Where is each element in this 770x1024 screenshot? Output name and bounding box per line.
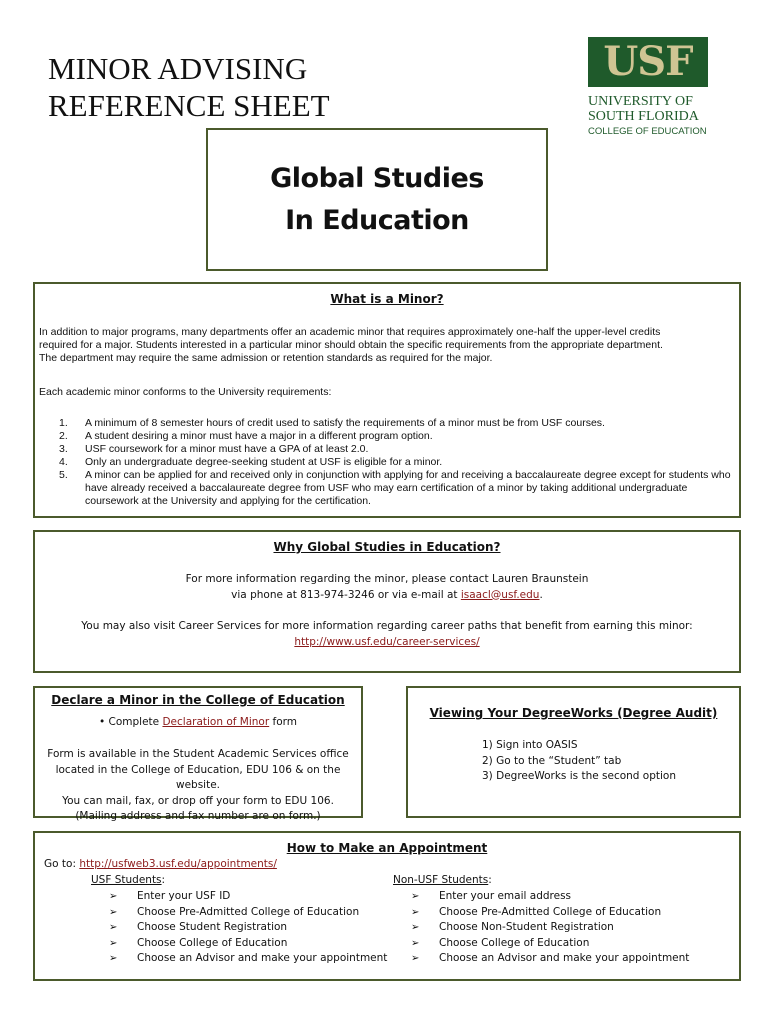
list-item: ➢ Choose College of Education <box>393 936 689 952</box>
list-item: ➢ Choose an Advisor and make your appointment <box>393 951 689 967</box>
arrow-bullet-icon: ➢ <box>411 906 420 918</box>
list-item: ➢ Choose Pre-Admitted College of Education <box>393 905 689 921</box>
page-title <box>48 50 330 124</box>
list-item: 3) DegreeWorks is the second option <box>482 770 677 782</box>
non-usf-students-column <box>393 873 492 889</box>
arrow-bullet-icon: ➢ <box>109 953 118 964</box>
degreeworks-box <box>406 686 741 818</box>
list-item: ➢ Choose an Advisor and make your appointment <box>91 951 387 967</box>
declare-minor-bullet: • Complete Declaration of Minor form <box>98 716 297 728</box>
list-item: 2. A student desiring a minor must have a major in a different program option. <box>59 430 433 442</box>
usf-logo-line2: SOUTH FLORIDA <box>588 109 699 124</box>
declaration-of-minor-link[interactable]: Declaration of Minor <box>162 716 270 728</box>
list-item: ➢ Enter your email address <box>393 889 689 905</box>
usf-logo-line1: UNIVERSITY OF <box>588 94 693 109</box>
what-is-minor-box <box>33 282 741 518</box>
list-item: ➢ Choose College of Education <box>91 936 387 952</box>
usf-students-column <box>91 873 165 889</box>
arrow-bullet-icon: ➢ <box>109 906 118 918</box>
list-item: ➢ Choose Student Registration <box>91 920 387 936</box>
career-services-link[interactable]: http://www.usf.edu/career-services/ <box>294 635 480 648</box>
list-item: 5. A minor can be applied for and received only in conjunction with applying for and receiving a baccalaureate degree except for students who have already received a baccalaureate degree from USF who may earn certification of a minor by taking additional undergraduate coursework at the University and applying for the certification. <box>59 469 731 507</box>
usf-students-steps <box>91 889 387 967</box>
list-item: 4. Only an undergraduate degree-seeking student at USF is eligible for a minor. <box>59 456 443 468</box>
declare-minor-box <box>33 686 363 822</box>
career-info: You may also visit Career Services for more information regarding career paths that benefit from earning this minor: http://www.usf.edu/career-services/ <box>81 620 693 648</box>
list-item: ➢ Enter your USF ID <box>91 889 387 905</box>
page-title-line1: MINOR ADVISING <box>48 51 308 86</box>
non-usf-students-steps <box>393 889 689 967</box>
what-is-minor-paragraph: In addition to major programs, many departments offer an academic minor that requires approximately one-half the upper-level credits required for a major. Students interested in a particular minor should obtain the specific requirements from the appropriate department. The department may require the same admission or retention standards as required for the major. <box>39 326 663 364</box>
list-item: ➢ Choose Pre-Admitted College of Education <box>91 905 387 921</box>
requirements-list <box>35 417 731 508</box>
list-item: 2) Go to the “Student” tab <box>482 754 622 767</box>
appointment-box <box>33 831 741 981</box>
appointments-link[interactable]: http://usfweb3.usf.edu/appointments/ <box>79 858 277 870</box>
program-title-line1: Global Studies <box>270 163 484 194</box>
usf-students-label: USF Students: <box>91 874 166 886</box>
list-item: 1. A minimum of 8 semester hours of credit used to satisfy the requirements of a minor must be from USF courses. <box>59 417 605 429</box>
degreeworks-heading: Viewing Your DegreeWorks (Degree Audit) <box>429 706 718 720</box>
why-heading: Why Global Studies in Education? <box>273 540 501 554</box>
arrow-bullet-icon: ➢ <box>411 891 420 902</box>
program-title-box <box>206 128 548 271</box>
arrow-bullet-icon: ➢ <box>411 937 420 949</box>
list-item: 3. USF coursework for a minor must have a GPA of at least 2.0. <box>59 443 369 455</box>
usf-logo-mark: USF <box>588 37 708 87</box>
list-item: ➢ Choose Non-Student Registration <box>393 920 689 936</box>
program-title <box>208 158 546 242</box>
arrow-bullet-icon: ➢ <box>411 922 420 933</box>
usf-logo <box>588 37 710 138</box>
usf-logo-line3: COLLEGE OF EDUCATION <box>588 126 707 137</box>
list-item: 1) Sign into OASIS <box>482 739 578 751</box>
contact-info: For more information regarding the minor, please contact Lauren Braunstein via phone at 813-974-3246 or via e-mail at isaacl@usf.edu. <box>185 573 589 601</box>
non-usf-students-label: Non-USF Students: <box>393 874 492 886</box>
degreeworks-steps <box>482 738 676 785</box>
page-title-line2: REFERENCE SHEET <box>48 88 330 123</box>
appointment-goto: Go to: http://usfweb3.usf.edu/appointments/ <box>44 858 277 870</box>
appointment-heading: How to Make an Appointment <box>286 841 488 855</box>
arrow-bullet-icon: ➢ <box>109 891 118 902</box>
arrow-bullet-icon: ➢ <box>411 953 420 964</box>
declare-minor-details: Form is available in the Student Academic Services office located in the College of Education, EDU 106 & on the website. You can mail, fax, or drop off your form to EDU 106. (Mailing address and fax number are on form.) <box>47 748 349 822</box>
why-box <box>33 530 741 673</box>
requirements-intro: Each academic minor conforms to the University requirements: <box>39 386 332 398</box>
contact-email-link[interactable]: isaacl@usf.edu <box>460 588 540 601</box>
arrow-bullet-icon: ➢ <box>109 922 118 933</box>
arrow-bullet-icon: ➢ <box>109 937 118 949</box>
declare-minor-heading: Declare a Minor in the College of Education <box>51 693 345 707</box>
what-is-minor-heading: What is a Minor? <box>330 292 444 306</box>
program-title-line2: In Education <box>285 205 469 236</box>
